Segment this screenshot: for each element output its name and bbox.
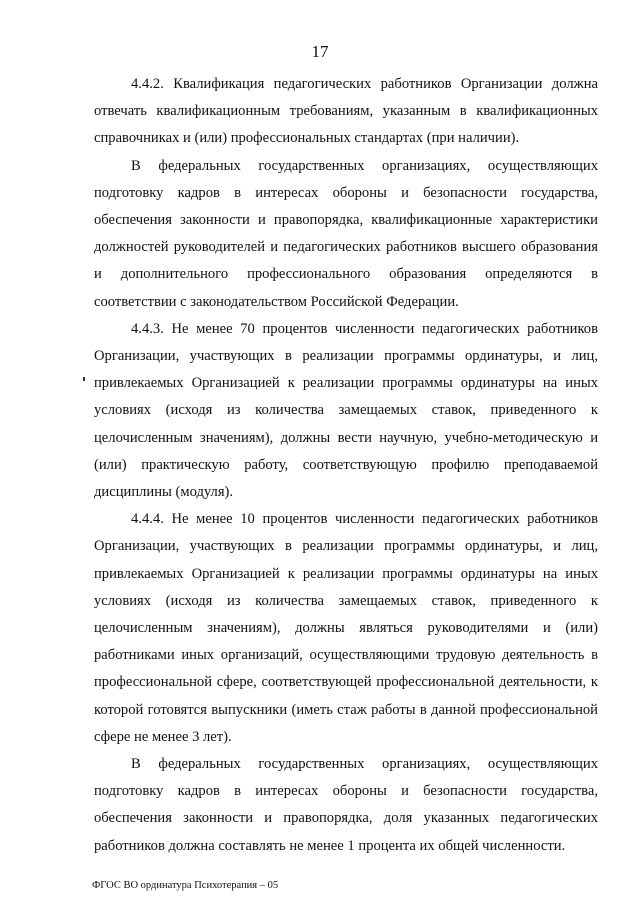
paragraph-4-4-3: 4.4.3. Не менее 70 процентов численности педагогических работников Организации, участвующих в реализации программы ординатуры, и лиц, привлекаемых Организацией к реализации программы ординатуры на иных условиях (исходя из количества замещаемых ставок, приведенного к целочисленным значениям), должны вести научную, учебно-методическую и (или) практическую работу, соответствующую профилю преподаваемой дисциплины (модуля). (94, 320, 598, 501)
scan-artifact (83, 377, 85, 381)
paragraph-4-4-2: 4.4.2. Квалификация педагогических работников Организации должна отвечать квалификационным требованиям, указанным в квалификационных справочниках и (или) профессиональных стандартах (при наличии). (94, 76, 598, 147)
paragraph-federal-share: В федеральных государственных организациях, осуществляющих подготовку кадров в интересах обороны и безопасности государства, обеспечения законности и правопорядка, доля указанных педагогических работников должна составлять не менее 1 процента их общей численности. (94, 756, 598, 854)
paragraph-federal-qualification: В федеральных государственных организациях, осуществляющих подготовку кадров в интересах обороны и безопасности государства, обеспечения законности и правопорядка, квалификационные характеристики должностей руководителей и педагогических работников высшего образования и дополнительного профессионального образования определяются в соответствии с законодательством Российской Федерации. (94, 157, 598, 310)
document-footer: ФГОС ВО ординатура Психотерапия – 05 (92, 880, 279, 891)
page-number: 17 (311, 42, 329, 61)
document-body (94, 71, 598, 860)
paragraph-4-4-4: 4.4.4. Не менее 10 процентов численности педагогических работников Организации, участвующих в реализации программы ординатуры, и лиц, привлекаемых Организацией к реализации программы ординатуры на иных условиях (исходя из количества замещаемых ставок, приведенного к целочисленным значениям), должны являться руководителями и (или) работниками иных организаций, осуществляющими трудовую деятельность в профессиональной сфере, соответствующей профессиональной деятельности, к которой готовятся выпускники (иметь стаж работы в данной профессиональной сфере не менее 3 лет). (94, 511, 598, 745)
